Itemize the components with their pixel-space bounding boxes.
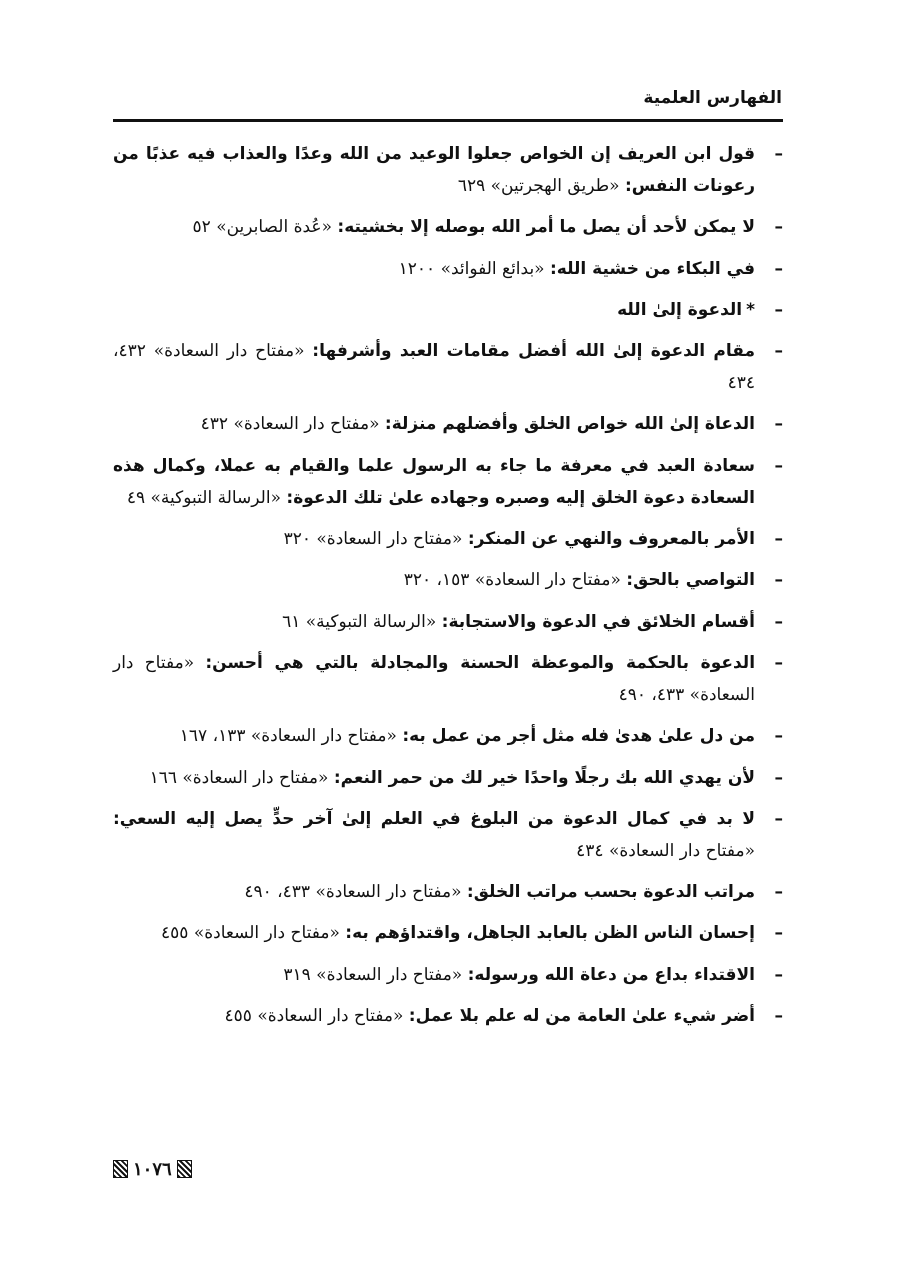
- index-entries: [113, 138, 783, 1041]
- entry-dash: –: [774, 570, 783, 591]
- entry-source: «مفتاح دار السعادة»: [315, 882, 462, 903]
- index-entry: [113, 1000, 783, 1032]
- index-entry: [113, 606, 783, 638]
- entry-topic: الدعوة بالحكمة والموعظة الحسنة والمجادلة بالتي هي أحسن:: [205, 652, 756, 673]
- entry-source: «الرسالة التبوكية»: [305, 611, 437, 632]
- entry-pages: ٣١٩: [283, 964, 311, 985]
- page-number-folio: [113, 1157, 192, 1181]
- entry-topic: أقسام الخلائق في الدعوة والاستجابة:: [441, 611, 755, 632]
- entry-pages: ٦١: [282, 611, 301, 632]
- entry-dash: –: [774, 882, 783, 903]
- entry-pages: ٤٣٢: [200, 414, 229, 435]
- entry-pages: ٤٥٥: [161, 923, 189, 944]
- entry-topic: الاقتداء بداع من دعاة الله ورسوله:: [467, 964, 755, 985]
- entry-pages: ٤٥٥: [224, 1006, 252, 1027]
- index-entry: [113, 211, 783, 243]
- entry-pages: ٤٩: [126, 487, 146, 508]
- entry-dash: –: [774, 726, 783, 747]
- entry-pages: ٤٣٣، ٤٩٠: [618, 684, 685, 705]
- entry-dash: –: [774, 1006, 783, 1027]
- entry-dash: –: [774, 808, 783, 829]
- page-number: ١٠٧٦: [133, 1158, 172, 1180]
- index-entry: [113, 803, 783, 867]
- index-entry: [113, 564, 783, 596]
- entry-source: «مفتاح دار السعادة»: [193, 923, 340, 944]
- entry-pages: ١٥٣، ٣٢٠: [403, 570, 470, 591]
- entry-topic: التواصي بالحق:: [626, 570, 755, 591]
- entry-source: «مفتاح دار السعادة»: [316, 964, 463, 985]
- entry-pages: ٣٢٠: [283, 529, 311, 550]
- index-entry: [113, 959, 783, 991]
- entry-topic: في البكاء من خشية الله:: [550, 258, 755, 279]
- entry-dash: –: [774, 923, 783, 944]
- index-entry: [113, 335, 783, 399]
- entry-topic: لا يمكن لأحد أن يصل ما أمر الله بوصله إلا بخشيته:: [337, 217, 755, 238]
- entry-topic: لأن يهدي الله بك رجلًا واحدًا خير لك من حمر النعم:: [333, 767, 755, 788]
- entry-dash: –: [774, 652, 783, 673]
- section-heading-entry: [113, 294, 783, 326]
- entry-dash: –: [774, 258, 783, 279]
- entry-topic: مقام الدعوة إلىٰ الله أفضل مقامات العبد وأشرفها:: [312, 341, 756, 362]
- entry-source: «مفتاح دار السعادة»: [474, 570, 621, 591]
- entry-source: «بدائع الفوائد»: [440, 258, 545, 279]
- entry-topic: أضر شيء علىٰ العامة من له علم بلا عمل:: [408, 1006, 755, 1027]
- header-rule: [113, 119, 783, 122]
- entry-source: «عُدة الصابرين»: [216, 217, 332, 238]
- entry-source: «الرسالة التبوكية»: [150, 487, 281, 508]
- index-entry: [113, 647, 783, 711]
- index-entry: [113, 720, 783, 752]
- entry-topic: إحسان الناس الظن بالعابد الجاهل، واقتداؤهم به:: [345, 923, 755, 944]
- entry-pages: ١٦٦: [149, 767, 177, 788]
- entry-topic: من دل علىٰ هدىٰ فله مثل أجر من عمل به:: [402, 726, 755, 747]
- index-entry: [113, 523, 783, 555]
- entry-pages: ٦٢٩: [457, 176, 486, 196]
- entry-dash: –: [774, 299, 783, 320]
- entry-dash: –: [774, 341, 783, 362]
- entry-pages: ١٢٠٠: [398, 258, 436, 279]
- index-entry: [113, 450, 783, 514]
- entry-pages: ٤٣٤: [576, 840, 604, 861]
- entry-source: «مفتاح دار السعادة»: [608, 840, 755, 861]
- entry-dash: –: [774, 767, 783, 788]
- running-head-title: الفهارس العلمية: [643, 88, 782, 108]
- entry-dash: –: [774, 414, 783, 435]
- entry-topic: سعادة العبد في معرفة ما جاء به الرسول علما والقيام به عملا، وكمال هذه السعادة دعوة الخلق إليه وصبره وجهاده علىٰ تلك الدعوة:: [113, 455, 755, 508]
- index-entry: [113, 408, 783, 440]
- entry-topic: الدعاة إلىٰ الله خواص الخلق وأفضلهم منزلة:: [384, 414, 755, 435]
- section-star-icon: *: [746, 299, 755, 320]
- entry-source: «مفتاح دار السعادة»: [113, 652, 755, 705]
- entry-topic: قول ابن العريف إن الخواص جعلوا الوعيد من الله وعدًا والعذاب فيه عذبًا من رعونات النفس:: [113, 144, 755, 196]
- entry-topic: الدعوة إلىٰ الله: [617, 299, 743, 320]
- entry-dash: –: [774, 964, 783, 985]
- entry-pages: ٥٢: [192, 217, 211, 238]
- index-entry: [113, 253, 783, 285]
- entry-topic: مراتب الدعوة بحسب مراتب الخلق:: [466, 882, 755, 903]
- entry-source: «طريق الهجرتين»: [490, 176, 620, 196]
- entry-source: «مفتاح دار السعادة»: [153, 341, 305, 362]
- entry-pages: ٤٣٢، ٤٣٤: [113, 341, 755, 394]
- entry-source: «مفتاح دار السعادة»: [233, 414, 380, 435]
- entry-source: «مفتاح دار السعادة»: [316, 529, 463, 550]
- entry-dash: –: [774, 611, 783, 632]
- index-entry: [113, 876, 783, 908]
- entry-pages: ١٣٣، ١٦٧: [179, 726, 246, 747]
- index-entry: [113, 138, 783, 202]
- entry-source: «مفتاح دار السعادة»: [257, 1006, 404, 1027]
- entry-dash: –: [774, 144, 783, 164]
- entry-pages: ٤٣٣، ٤٩٠: [244, 882, 311, 903]
- entry-dash: –: [774, 455, 783, 476]
- entry-dash: –: [774, 529, 783, 550]
- entry-dash: –: [774, 217, 783, 238]
- entry-topic: الأمر بالمعروف والنهي عن المنكر:: [467, 529, 755, 550]
- index-entry: [113, 762, 783, 794]
- folio-ornament-left-icon: [113, 1160, 128, 1178]
- entry-source: «مفتاح دار السعادة»: [182, 767, 329, 788]
- folio-ornament-right-icon: [177, 1160, 192, 1178]
- entry-topic: لا بد في كمال الدعوة من البلوغ في العلم إلىٰ آخر حدٍّ يصل إليه السعي:: [113, 808, 755, 829]
- index-entry: [113, 917, 783, 949]
- entry-source: «مفتاح دار السعادة»: [250, 726, 397, 747]
